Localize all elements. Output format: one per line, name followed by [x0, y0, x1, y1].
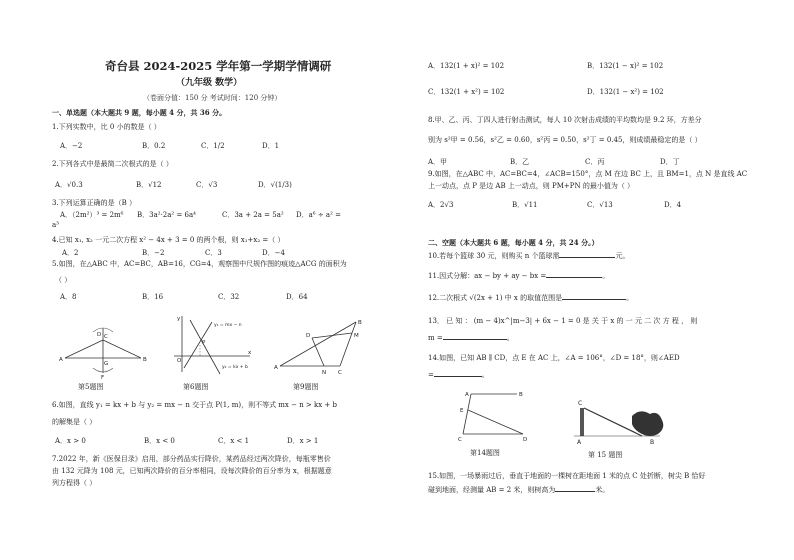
q6-option-d: D．x > 1 [287, 437, 319, 445]
q9-option-d: D．4 [664, 201, 682, 209]
question-8-line2: 别为 s²甲 = 0.56，s²乙 = 0.60，s²丙 = 0.50，s²丁 = 0.45，则成绩最稳定的是（ ） [428, 136, 702, 144]
q7-option-c: C．132(1 + x²) = 102 [428, 88, 505, 96]
question-13-m: m = [428, 334, 443, 342]
q7-option-b: B．132(1 − x)² = 102 [587, 62, 664, 70]
fig14-label-e: E [460, 408, 464, 414]
q3-option-a: A．（2m²）³ = 2m⁶ [60, 211, 124, 219]
question-13-tail: 。 [506, 334, 514, 342]
figure-15 [570, 396, 670, 446]
section-2-heading: 二、空题（本大题共 6 题，每小题 4 分，共 24 分。） [428, 238, 599, 247]
fig9-label-m: M [354, 333, 359, 339]
fig14-label-a: A [465, 392, 469, 398]
q9-option-b: B．√11 [512, 201, 538, 209]
q3-option-c: C．3a + 2a = 5a² [222, 211, 284, 219]
fig15-label-b: B [650, 439, 655, 446]
q9-option-a: A．2√3 [428, 201, 454, 209]
q4-option-b: B．−2 [142, 249, 165, 257]
q12-answer-blank[interactable] [562, 299, 626, 300]
q14-answer-blank[interactable] [434, 376, 482, 377]
q2-option-a: A．√0.3 [55, 181, 83, 189]
q4-option-c: C．3 [205, 249, 222, 257]
q6-option-c: C．x < 1 [218, 437, 250, 445]
question-9-line2: 上一动点，点 P 是边 AB 上一动点，则 PM+PN 的最小值为（ ） [428, 182, 635, 190]
question-12-text: 12.二次根式 √(2x + 1) 中 x 的取值范围是 [428, 294, 563, 302]
q3-option-d: D．a⁶ ÷ a² = [296, 211, 341, 219]
figure-5-caption: 第5题图 [78, 383, 104, 391]
question-11-tail: 。 [602, 272, 610, 280]
question-5: 5.如图，在△ABC 中，AC=BC，AB=16，CG=4，观察图中尺规作图的痕迹△ACG 的面积为 [52, 260, 347, 268]
fig5-label-g: G [104, 361, 109, 367]
question-1: 1.下列实数中，比 0 小的数是（ ） [52, 123, 161, 131]
figure-14-caption: 第14题图 [470, 449, 500, 457]
question-10-text: 10.若每个篮球 30 元，则购买 n 个篮球需 [428, 252, 560, 260]
q3-option-b: B．3a²·2a² = 6a⁴ [137, 211, 196, 219]
q8-option-b: B．乙 [510, 158, 530, 166]
fig5-label-b: B [143, 357, 147, 363]
q5-option-d: D．64 [286, 293, 308, 301]
fig9-label-a: A [274, 365, 278, 371]
question-7-line1: 7.2022 年，新《医保目录》启用，部分药品实行降价，某药品经过两次降价，每瓶零售价 [52, 455, 331, 463]
question-14-tail: 。 [481, 371, 489, 379]
fig14-label-b: B [519, 392, 523, 398]
question-13-line2 [428, 334, 514, 343]
q2-option-b: B．√12 [136, 181, 162, 189]
fig14-label-d: D [523, 437, 528, 443]
fig5-label-c: C [104, 334, 108, 340]
fig9-label-b: B [358, 320, 362, 326]
question-15-text: 碰到地面，经测量 AB = 2 米，则树高为 [428, 486, 556, 494]
question-15-tail: 米。 [595, 486, 610, 494]
fig6-label-line2: y₂ = kx + b [222, 365, 248, 370]
question-10 [428, 252, 629, 261]
question-10-tail: 元。 [615, 252, 630, 260]
q2-option-d: D．√(1/3) [258, 181, 292, 189]
q5-option-b: B．16 [142, 293, 164, 301]
question-9-line1: 9.如图，在△ABC 中，AC=BC=4，∠ACB=150°，点 M 在边 BC 上，且 BM=1，点 N 是直线 AC [428, 170, 748, 178]
exam-info: （卷面分值：150 分 考试时间：120 分钟） [143, 94, 282, 102]
q7-option-d: D．132(1 − x²) = 102 [587, 88, 664, 96]
question-5-paren: （ ） [55, 276, 72, 284]
q1-option-d: D．1 [262, 142, 280, 150]
q4-option-d: D．−4 [262, 249, 285, 257]
figure-9-caption: 第9题图 [293, 383, 319, 391]
question-11-text: 11.因式分解：ax − by + ay − bx = [428, 272, 547, 280]
q5-option-c: C．32 [218, 293, 240, 301]
question-4: 4.已知 x₁, x₂ 一元二次方程 x² − 4x + 3 = 0 的两个根，则 x₁+x₂ =（ ） [52, 236, 285, 244]
figure-6-caption: 第6题图 [183, 383, 209, 391]
fig9-label-c: C [338, 370, 342, 376]
question-13-line1: 13． 已 知 ： (m − 4)x^|m−3| + 6x − 1 = 0 是 关 于 x 的 一 元 二 次 方 程 ， 则 [428, 317, 698, 325]
question-6: 6.如图，直线 y₁ = kx + b 与 y₂ = mx − n 交于点 P(1, m)，则不等式 mx − n > kx + b [52, 401, 338, 409]
question-15-line2 [428, 486, 609, 495]
q1-option-b: B．0.2 [142, 142, 166, 150]
question-6-tail: 的解集是（ ） [52, 418, 97, 426]
question-14-eq: = [428, 371, 434, 379]
question-3: 3.下列运算正确的是（B ） [52, 199, 137, 207]
question-11 [428, 272, 609, 281]
fig6-label-x: x [248, 350, 252, 356]
figure-14 [455, 388, 535, 444]
fig6-label-p: P [202, 340, 206, 346]
question-15-line1: 15.如图，一场暴雨过后，垂直于地面的一棵树在距地面 1 米的点 C 处折断，树尖 B 恰好 [428, 472, 706, 480]
tree-crown-icon [632, 411, 663, 436]
q3-option-d-tail: a³ [52, 221, 59, 229]
exam-title: 奇台县 2024-2025 学年第一学期学情调研 [105, 59, 332, 73]
q13-answer-blank[interactable] [443, 339, 507, 340]
q6-option-b: B．x < 0 [144, 437, 175, 445]
fig6-label-y: y [177, 316, 181, 322]
q9-option-c: C．√13 [587, 201, 613, 209]
figure-6 [170, 312, 255, 378]
figure-5 [55, 318, 155, 380]
question-14-line1: 14.如图，已知 AB ∥ CD，点 E 在 AC 上，∠A = 106°，∠D = 18°，则∠AED [428, 354, 680, 362]
figure-9 [272, 316, 367, 378]
q6-option-a: A．x > 0 [55, 437, 86, 445]
q5-option-a: A．8 [60, 293, 77, 301]
fig15-label-c: C [578, 400, 583, 407]
fig5-label-f: F [101, 375, 105, 380]
fig9-label-d: D [306, 333, 311, 339]
q11-answer-blank[interactable] [546, 277, 602, 278]
section-1-heading: 一、单选题（本大题共 9 题，每小题 4 分，共 36 分。 [52, 108, 227, 117]
q8-option-a: A．甲 [428, 158, 448, 166]
q15-answer-blank[interactable] [555, 491, 595, 492]
fig5-label-d: D [97, 332, 102, 338]
fig5-label-a: A [59, 357, 63, 363]
fig6-label-o: O [177, 358, 182, 364]
fig9-label-n: N [322, 370, 327, 376]
q1-option-a: A．−2 [60, 142, 83, 150]
fig14-label-c: C [458, 437, 462, 443]
question-12 [428, 294, 633, 303]
tree-trunk [580, 408, 584, 436]
question-8-line1: 8.甲、乙、丙、丁四人进行射击测试，每人 10 次射击成绩的平均数均是 9.2 环，方差分 [428, 116, 702, 124]
q8-option-d: D．丁 [660, 158, 680, 166]
question-2: 2.下列各式中是最简二次根式的是（ ） [52, 160, 173, 168]
q1-option-c: C．1/2 [201, 142, 225, 150]
q4-option-a: A．2 [62, 249, 79, 257]
q10-answer-blank[interactable] [559, 257, 615, 258]
q2-option-c: C．√3 [196, 181, 218, 189]
fig15-label-a: A [577, 439, 582, 446]
question-7-line3: 列方程得（ ） [52, 479, 97, 487]
q7-option-a: A．132(1 + x)² = 102 [428, 62, 505, 70]
figure-15-caption: 第 15 题图 [588, 451, 623, 459]
exam-subtitle: （九年级 数学） [176, 78, 243, 88]
question-12-tail: 。 [626, 294, 634, 302]
question-14-line2 [428, 371, 489, 380]
fig6-label-line1: y₁ = mx − n [214, 323, 242, 328]
question-7-line2: 由 132 元降为 108 元，已知两次降价的百分率相同，设每次降价的百分率为 x，根据题意 [52, 467, 332, 475]
q8-option-c: C．丙 [585, 158, 605, 166]
